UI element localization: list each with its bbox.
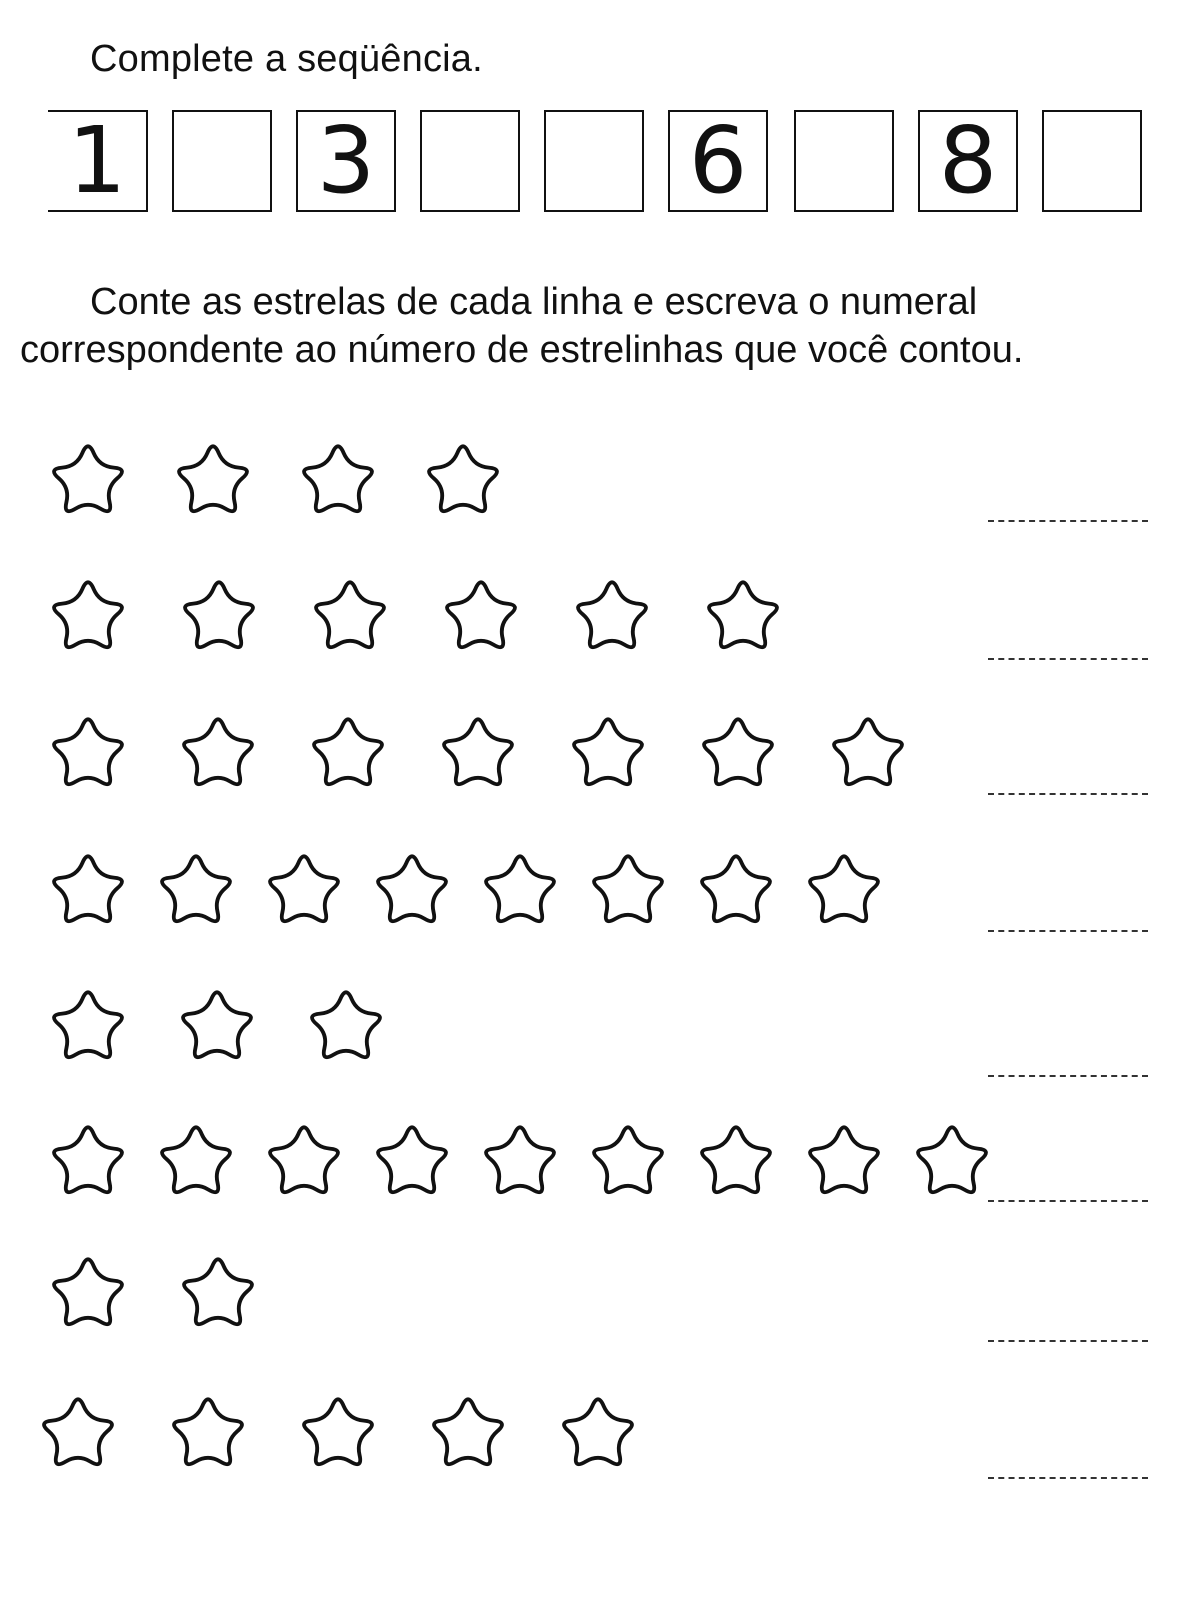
star-icon xyxy=(820,705,916,801)
star-icon xyxy=(364,1113,460,1209)
sequence-box-1[interactable]: 1 xyxy=(48,110,148,212)
sequence-box-3[interactable]: 3 xyxy=(296,110,396,212)
star-icon xyxy=(40,978,136,1074)
star-icon xyxy=(160,1385,256,1481)
star-icon xyxy=(169,978,265,1074)
star-icon xyxy=(40,1113,136,1209)
star-icon xyxy=(40,842,136,938)
star-icon xyxy=(688,1113,784,1209)
star-icon xyxy=(40,432,136,528)
star-icon xyxy=(256,842,352,938)
sequence-box-2[interactable] xyxy=(172,110,272,212)
star-icon xyxy=(433,568,529,664)
star-icon xyxy=(302,568,398,664)
sequence-box-8[interactable]: 8 xyxy=(918,110,1018,212)
star-row-5 xyxy=(0,978,1187,1098)
star-row-2 xyxy=(0,568,1187,688)
star-icon xyxy=(290,1385,386,1481)
instructions xyxy=(20,278,1170,374)
star-icon xyxy=(430,705,526,801)
star-icon xyxy=(148,842,244,938)
sequence-box-7[interactable] xyxy=(794,110,894,212)
star-icon xyxy=(40,568,136,664)
star-icon xyxy=(298,978,394,1074)
answer-line-7[interactable] xyxy=(988,1340,1148,1342)
star-row-8 xyxy=(0,1385,1187,1505)
star-row-3 xyxy=(0,705,1187,825)
star-row-6 xyxy=(0,1113,1187,1233)
star-icon xyxy=(580,1113,676,1209)
instructions-line-2: correspondente ao número de estrelinhas que você contou. xyxy=(20,329,1024,371)
answer-line-2[interactable] xyxy=(988,658,1148,660)
star-icon xyxy=(300,705,396,801)
star-icon xyxy=(904,1113,1000,1209)
sequence-box-4[interactable] xyxy=(420,110,520,212)
sequence-box-9[interactable] xyxy=(1042,110,1142,212)
star-icon xyxy=(170,705,266,801)
answer-line-5[interactable] xyxy=(988,1075,1148,1077)
star-icon xyxy=(415,432,511,528)
instructions-line-1: Conte as estrelas de cada linha e escreva o numeral xyxy=(90,281,978,323)
star-icon xyxy=(550,1385,646,1481)
star-icon xyxy=(170,1245,266,1341)
star-icon xyxy=(290,432,386,528)
star-icon xyxy=(40,1245,136,1341)
answer-line-8[interactable] xyxy=(988,1477,1148,1479)
star-icon xyxy=(796,842,892,938)
star-icon xyxy=(30,1385,126,1481)
star-icon xyxy=(148,1113,244,1209)
star-icon xyxy=(695,568,791,664)
star-icon xyxy=(690,705,786,801)
answer-line-4[interactable] xyxy=(988,930,1148,932)
star-icon xyxy=(564,568,660,664)
sequence-box-6[interactable]: 6 xyxy=(668,110,768,212)
star-icon xyxy=(560,705,656,801)
star-row-1 xyxy=(0,432,1187,552)
star-icon xyxy=(688,842,784,938)
star-icon xyxy=(472,1113,568,1209)
answer-line-1[interactable] xyxy=(988,520,1148,522)
answer-line-6[interactable] xyxy=(988,1200,1148,1202)
star-icon xyxy=(256,1113,352,1209)
page-title: Complete a seqüência. xyxy=(90,38,483,80)
star-icon xyxy=(165,432,261,528)
star-icon xyxy=(171,568,267,664)
star-icon xyxy=(580,842,676,938)
number-sequence xyxy=(48,107,1148,220)
sequence-box-5[interactable] xyxy=(544,110,644,212)
star-icon xyxy=(40,705,136,801)
star-icon xyxy=(796,1113,892,1209)
star-icon xyxy=(420,1385,516,1481)
star-icon xyxy=(364,842,460,938)
answer-line-3[interactable] xyxy=(988,793,1148,795)
star-row-7 xyxy=(0,1245,1187,1365)
star-row-4 xyxy=(0,842,1187,962)
star-icon xyxy=(472,842,568,938)
